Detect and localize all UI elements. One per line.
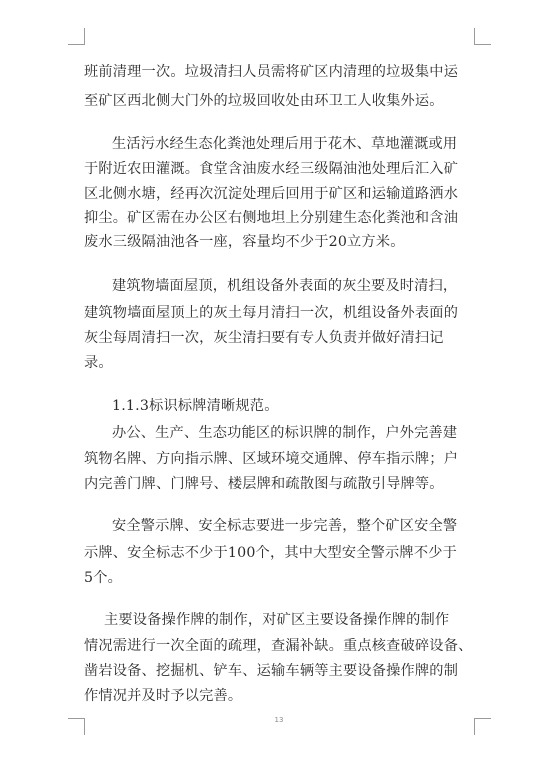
text-line: 生活污水经生态化粪池处理后用于花木、草地灌溉或用 [112,136,458,152]
text-line: 于附近农田灌溉。食堂含油废水经三级隔油池处理后汇入矿 [84,161,459,177]
text-line: 示牌、安全标志不少于100个，其中大型安全警示牌不少于 [84,545,457,561]
text-line: 安全警示牌、安全标志要进一步完善，整个矿区安全警 [112,518,458,534]
text-line: 至矿区西北侧大门外的垃圾回收处由环卫工人收集外运。 [84,93,444,109]
text-line: 班前清理一次。垃圾清扫人员需将矿区内清理的垃圾集中运 [84,64,459,80]
text-line: 筑物名牌、方向指示牌、区域环境交通牌、停车指示牌；户 [84,451,459,467]
crop-mark-top-left [68,28,85,45]
text-line: 作情况并及时予以完善。 [84,688,243,704]
text-line: 区北侧水塘，经再次沉淀处理后回用于矿区和运输道路洒水 [84,186,459,202]
text-line: 主要设备操作牌的制作，对矿区主要设备操作牌的制作 [104,612,450,628]
text-line: 情况需进行一次全面的疏理，查漏补缺。重点核查破碎设备、 [84,638,473,654]
text-line: 凿岩设备、挖掘机、铲车、运输车辆等主要设备操作牌的制 [84,663,459,679]
crop-mark-top-right [474,28,491,45]
text-line: 录。 [84,355,113,371]
text-line: 灰尘每周清扫一次，灰尘清扫要有专人负责并做好清扫记 [84,330,444,346]
text-line: 建筑物墙面屋顶，机组设备外表面的灰尘要及时清扫， [112,278,458,294]
text-line: 废水三级隔油池各一座，容量均不少于20立方米。 [84,234,405,250]
text-line: 5个。 [84,570,123,586]
text-line: 内完善门牌、门牌号、楼层牌和疏散图与疏散引导牌等。 [84,476,444,492]
text-line: 建筑物墙面屋顶上的灰土每月清扫一次，机组设备外表面的 [84,305,459,321]
text-line: 抑尘。矿区需在办公区右侧地坦上分别建生态化粪池和含油 [84,210,459,226]
section-heading: 1.1.3标识标牌清晰规范。 [112,398,279,414]
page-number: 13 [274,716,284,724]
text-line: 办公、生产、生态功能区的标识牌的制作，户外完善建 [112,425,458,441]
